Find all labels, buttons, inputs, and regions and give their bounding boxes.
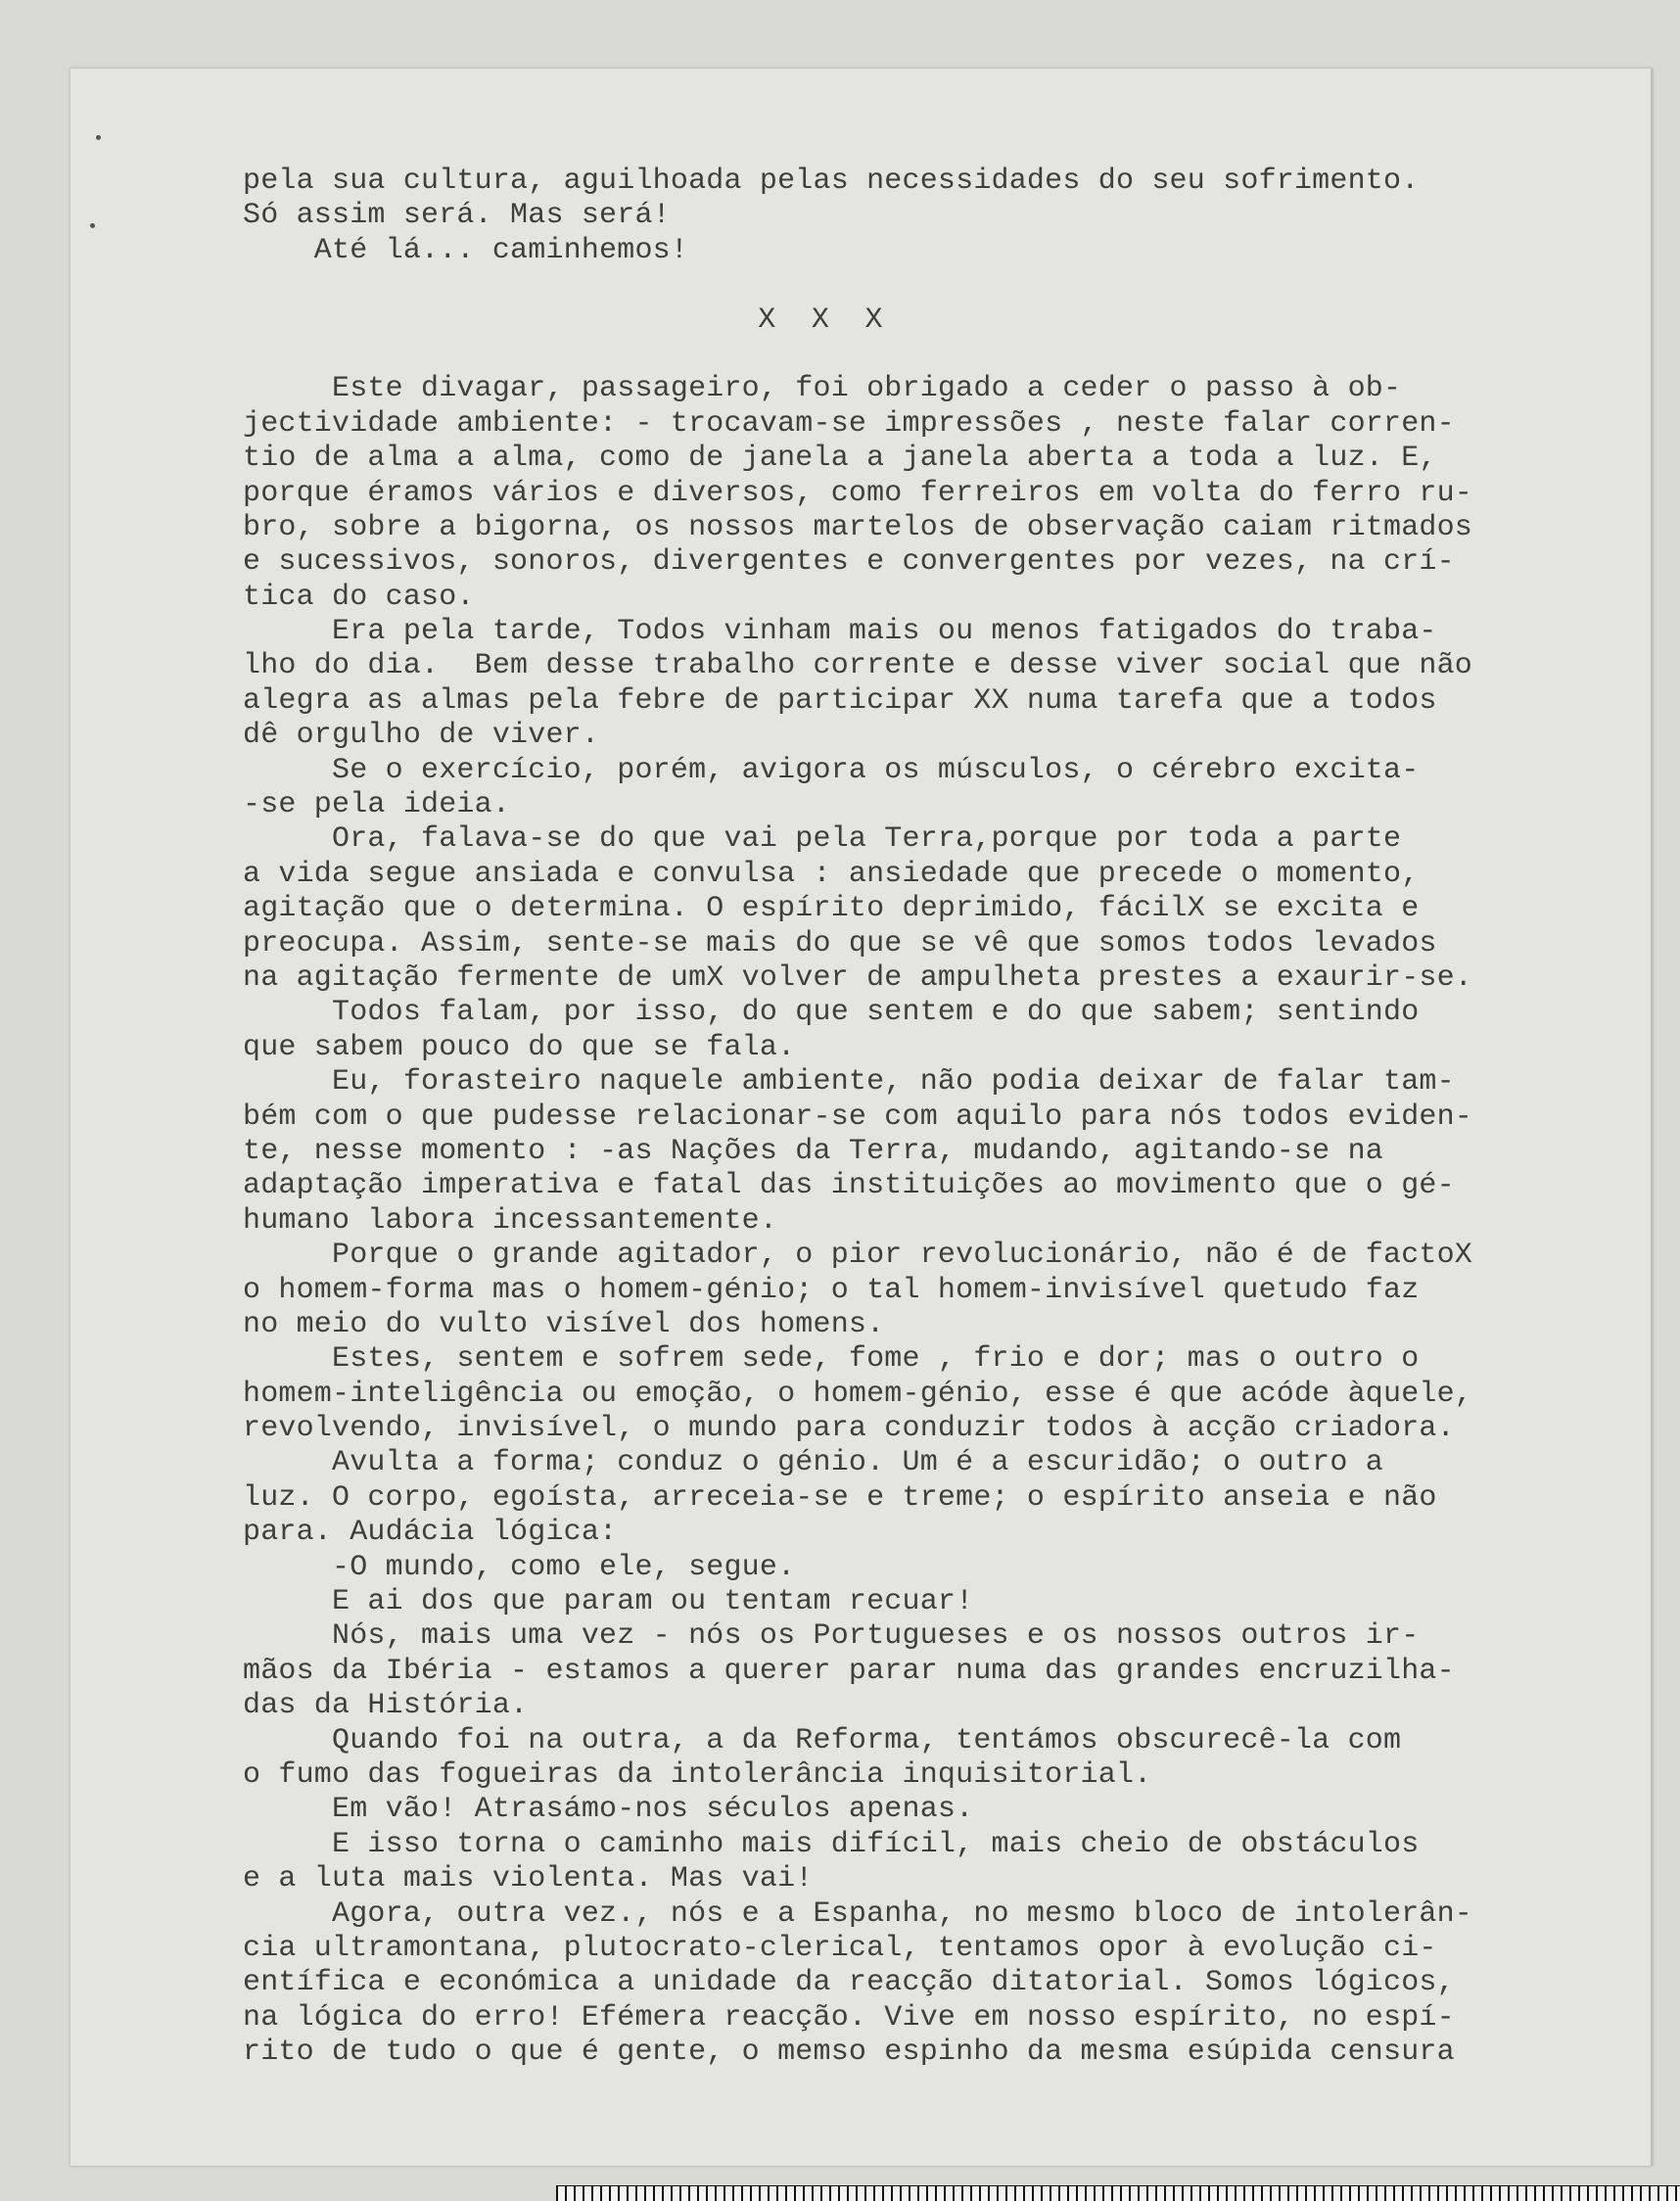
text-line: o homem-forma mas o homem-génio; o tal homem-invisível quetudo faz	[243, 1273, 1420, 1307]
text-line: rito de tudo o que é gente, o memso espinho da mesma esúpida censura	[243, 2036, 1455, 2070]
text-line	[243, 338, 1613, 372]
text-line: das da História.	[243, 1689, 529, 1723]
text-line: para. Audácia lógica:	[243, 1516, 618, 1550]
text-line: e sucessivos, sonoros, divergentes e convergentes por vezes, na crí-	[243, 545, 1455, 580]
margin-mark	[96, 135, 101, 140]
text-line: -O mundo, como ele, segue.	[243, 1550, 796, 1584]
text-line: Se o exercício, porém, avigora os músculos, o cérebro excita-	[243, 753, 1420, 787]
text-line: Em vão! Atrasámo-nos séculos apenas.	[243, 1793, 974, 1827]
text-line: Todos falam, por isso, do que sentem e do que sabem; sentindo	[243, 996, 1420, 1030]
text-line: Ora, falava-se do que vai pela Terra,porque por toda a parte	[243, 822, 1402, 857]
text-line: Avulta a forma; conduz o génio. Um é a escuridão; o outro a	[243, 1446, 1383, 1480]
text-line: homem-inteligência ou emoção, o homem-génio, esse é que acóde àquele,	[243, 1377, 1473, 1411]
text-line: revolvendo, invisível, o mundo para conduzir todos à acção criadora.	[243, 1412, 1455, 1446]
text-line: Estes, sentem e sofrem sede, fome , frio e dor; mas o outro o	[243, 1342, 1420, 1377]
text-line: na agitação fermente de umX volver de ampulheta prestes a exaurir-se.	[243, 960, 1473, 995]
text-line: Porque o grande agitador, o pior revolucionário, não é de factoX	[243, 1239, 1473, 1273]
text-line: E ai dos que param ou tentam recuar!	[243, 1585, 974, 1619]
text-line: entífica e económica a unidade da reacção ditatorial. Somos lógicos,	[243, 1966, 1455, 2000]
text-line: tica do caso.	[243, 580, 475, 614]
text-line: E isso torna o caminho mais difícil, mais cheio de obstáculos	[243, 1827, 1420, 1861]
text-line: humano labora incessantemente.	[243, 1203, 778, 1238]
text-line: -se pela ideia.	[243, 788, 511, 822]
text-line: alegra as almas pela febre de participar XX numa tarefa que a todos	[243, 683, 1437, 718]
text-line: que sabem pouco do que se fala.	[243, 1030, 796, 1064]
text-line: dê orgulho de viver.	[243, 719, 600, 753]
typewritten-text	[243, 164, 1613, 2070]
text-line: luz. O corpo, egoísta, arreceia-se e treme; o espírito anseia e não	[243, 1480, 1437, 1515]
text-line: Este divagar, passageiro, foi obrigado a ceder o passo à ob-	[243, 372, 1402, 406]
text-line: lho do dia. Bem desse trabalho corrente e desse viver social que não	[243, 649, 1473, 683]
text-line: o fumo das fogueiras da intolerância inquisitorial.	[243, 1757, 1152, 1792]
text-line: a vida segue ansiada e convulsa : ansiedade que precede o momento,	[243, 857, 1420, 891]
margin-mark	[90, 223, 95, 228]
text-line: mãos da Ibéria - estamos a querer parar numa das grandes encruzilha-	[243, 1654, 1455, 1688]
text-line: Eu, forasteiro naquele ambiente, não podia deixar de falar tam-	[243, 1065, 1455, 1100]
text-line: na lógica do erro! Efémera reacção. Vive em nosso espírito, no espí-	[243, 2000, 1455, 2035]
text-line: Quando foi na outra, a da Reforma, tentámos obscurecê-la com	[243, 1723, 1402, 1757]
text-line: tio de alma a alma, como de janela a janela aberta a toda a luz. E,	[243, 442, 1437, 476]
text-line: pela sua cultura, aguilhoada pelas necessidades do seu sofrimento.	[243, 164, 1420, 198]
text-line: bém com o que pudesse relacionar-se com aquilo para nós todos eviden-	[243, 1100, 1473, 1134]
text-line: porque éramos vários e diversos, como ferreiros em volta do ferro ru-	[243, 476, 1473, 510]
text-line: Nós, mais uma vez - nós os Portugueses e os nossos outros ir-	[243, 1619, 1420, 1654]
text-line: e a luta mais violenta. Mas vai!	[243, 1862, 814, 1897]
text-line: no meio do vulto visível dos homens.	[243, 1307, 885, 1341]
text-line: preocupa. Assim, sente-se mais do que se vê que somos todos levados	[243, 926, 1437, 960]
text-line: agitação que o determina. O espírito deprimido, fácilX se excita e	[243, 892, 1420, 926]
scale-ruler	[556, 2185, 1680, 2201]
section-divider: X X X	[758, 303, 883, 337]
text-line: Era pela tarde, Todos vinham mais ou menos fatigados do traba-	[243, 615, 1437, 649]
text-line: bro, sobre a bigorna, os nossos martelos de observação caiam ritmados	[243, 510, 1473, 544]
text-line: Até lá... caminhemos!	[243, 233, 689, 267]
text-line: adaptação imperativa e fatal das instituições ao movimento que o gé-	[243, 1169, 1455, 1203]
text-line: Só assim será. Mas será!	[243, 199, 671, 233]
text-line: jectividade ambiente: - trocavam-se impressões , neste falar corren-	[243, 406, 1455, 441]
text-line	[243, 268, 1613, 303]
text-line: Agora, outra vez., nós e a Espanha, no mesmo bloco de intolerân-	[243, 1897, 1473, 1931]
text-line: te, nesse momento : -as Nações da Terra, mudando, agitando-se na	[243, 1134, 1383, 1168]
text-line: cia ultramontana, plutocrato-clerical, tentamos opor à evolução ci-	[243, 1931, 1437, 1965]
